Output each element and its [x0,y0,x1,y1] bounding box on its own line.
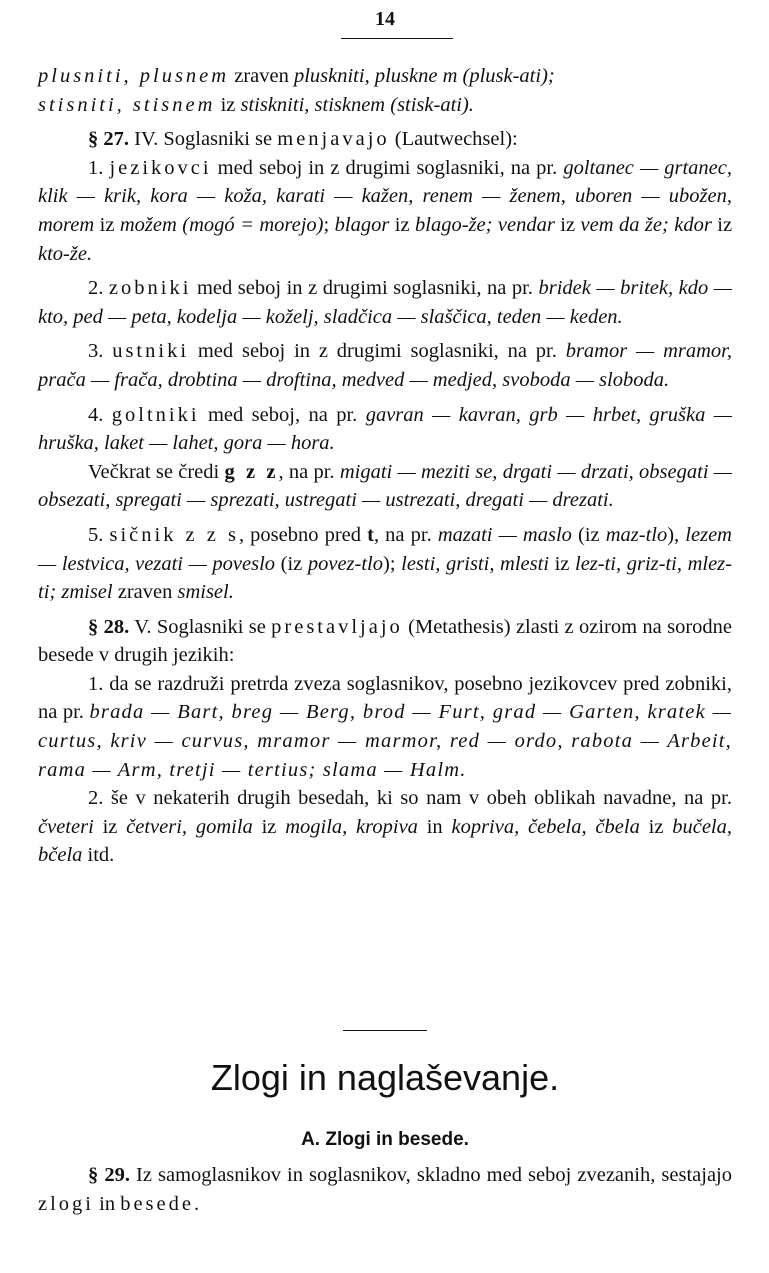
section-number-28: § 28. [88,615,130,638]
item-examples: migati — meziti se, drgati — drzati, obsegati — obsezati, spregati — sprezati, ustregati — ustrezati, dregati — drezati. [38,460,733,512]
item-examples: čveteri [38,815,94,838]
item-examples: povez-tlo [307,552,384,575]
item-text: 2. še v nekaterih drugih besedah, ki so nam v obeh oblikah navadne, na pr. [88,787,732,810]
paragraph-veckrat [38,458,732,515]
item-examples: bučela, bčela [38,815,732,867]
page-number-rule [341,38,453,39]
item-examples: možem (mogó = morejo) [119,213,324,236]
item-text: , posebno pred [238,523,368,546]
item-text: (iz [275,552,308,575]
item-number: 3. [88,340,113,363]
item-text: iz [554,213,581,236]
item-number: 4. [88,403,112,426]
item-examples: mogila, kropiva [285,815,418,838]
item-examples: bramor — mramor, prača — frača, drobtina — droftina, medved — medjed, svoboda — sloboda. [38,340,732,391]
page-number: 14 [375,8,395,30]
paragraph-plusniti [38,62,732,119]
item-text: iz [252,815,286,838]
item-examples: smisel. [177,581,234,604]
item-text: in [417,815,452,838]
section-28-end: (Metathesis) zlasti z ozirom na sorodne besede v drugih jezikih: [38,615,733,667]
term-besede: besede [120,1192,194,1215]
item-examples: kopriva, čebela, čbela [451,815,640,838]
item-goltniki [38,401,732,458]
item-examples: brada — Bart, breg — Berg, brod — Furt, grad — Garten, kratek — curtus, kriv — curvus, mramor — marmor, red — ordo, rabota — Arbeit, rama — Arm, tretji — tertius; slama — Halm. [38,701,732,781]
item-examples: blagor [334,213,390,236]
section-29-text: Iz samoglasnikov in soglasnikov, skladno med seboj zvezanih, sestajajo [129,1164,732,1186]
item-term: g z z [224,460,279,483]
item-examples: maz-tlo [605,523,668,546]
item-text: 1. da se razdruži pretrda zveza soglasnikov, posebno jezikovcev pred zobniki, na pr. [38,672,732,724]
body-text [38,62,732,870]
item-letter: t [367,523,374,546]
text-iz: iz [215,93,241,116]
item-examples: bridek — britek, kdo — kto, ped — peta, kodelja — koželj, sladčica — slaščica, teden — keden. [38,277,733,328]
term-zlogi: zlogi [38,1192,94,1215]
item-sicnik [38,521,732,607]
section-divider [343,1030,427,1031]
item-text: iz [94,213,120,236]
item-text: med seboj, na pr. [199,403,366,426]
item-number: 5. [88,523,110,546]
text-zraven: zraven [229,65,294,87]
item-examples: blago-že; vendar [415,213,555,236]
section-27-spaced: menjavajo [277,128,390,151]
section-number-29: § 29. [88,1164,130,1186]
item-text: zraven [112,581,178,604]
section-29-end: . [193,1192,200,1215]
item-zobniki [38,274,732,331]
item-text: ); [383,552,402,575]
item-examples: lesti, gristi, mlesti [401,552,550,575]
section-27 [38,125,732,154]
example-stiskniti: stiskniti, stisknem (stisk-ati). [240,93,474,116]
example-plusniti: plusniti, plusnem [38,65,230,87]
item-examples: četveri, gomila [126,815,253,838]
item-text: med seboj in z drugimi soglasniki, na pr. [189,340,566,363]
example-pluskniti: pluskniti, pluskne m (plusk-ati); [293,65,555,87]
section-number-27: § 27. [88,128,129,151]
item-term: jezikovci [109,156,212,179]
item-text: , na pr. [278,460,340,483]
item-nekaterih [38,784,732,870]
item-text: iz [93,815,127,838]
item-text: , na pr. [373,523,438,546]
item-examples: goltanec — grtanec, klik — krik, kora — koža, karati — kažen, renem — ženem, uboren — ubožen, morem [38,156,732,236]
item-examples: lezem — lestvica, vezati — poveslo [38,523,732,575]
section-27-end: (Lautwechsel): [389,128,518,151]
item-text: med seboj in z drugimi soglasniki, na pr. [191,277,539,300]
item-razdruzi [38,670,732,784]
example-stisniti: stisniti, stisnem [38,93,216,116]
item-text: iz [389,213,416,236]
item-text: ), [667,523,686,546]
section-29-text: in [94,1192,121,1215]
item-text: iz [549,552,576,575]
item-text: iz [711,213,733,236]
item-term: ustniki [112,340,190,363]
item-text: med seboj in z drugimi soglasniki, na pr. [211,156,558,179]
item-ustniki [38,337,732,394]
item-number: 2. [88,277,109,300]
item-examples: lez-ti, griz-ti, mlez-ti; zmisel [38,552,732,604]
item-examples: kto-že. [38,242,93,265]
section-27-text: IV. Soglasniki se [129,128,278,151]
section-28-spaced: prestavljajo [271,615,403,638]
item-text: iz [639,815,673,838]
item-text: ; [323,213,335,236]
item-term: sičnik z z s [109,523,239,546]
item-number: 1. [88,156,110,179]
item-text: itd. [82,844,115,867]
item-text: Večkrat se čredi [88,460,225,483]
section-29 [38,1161,732,1218]
item-jezikovci [38,154,732,268]
item-examples: mazati — maslo [437,523,572,546]
section-28 [38,613,732,670]
chapter-subheading: A. Zlogi in besede. [301,1129,469,1150]
item-examples: vem da že; kdor [580,213,712,236]
item-text: (iz [571,523,606,546]
section-28-text: V. Soglasniki se [129,615,272,638]
item-term: zobniki [108,277,192,300]
item-examples: gavran — kavran, grb — hrbet, gruška — hruška, laket — lahet, gora — hora. [38,403,732,455]
chapter-heading: Zlogi in naglaševanje. [210,1057,560,1098]
item-term: goltniki [111,403,200,426]
